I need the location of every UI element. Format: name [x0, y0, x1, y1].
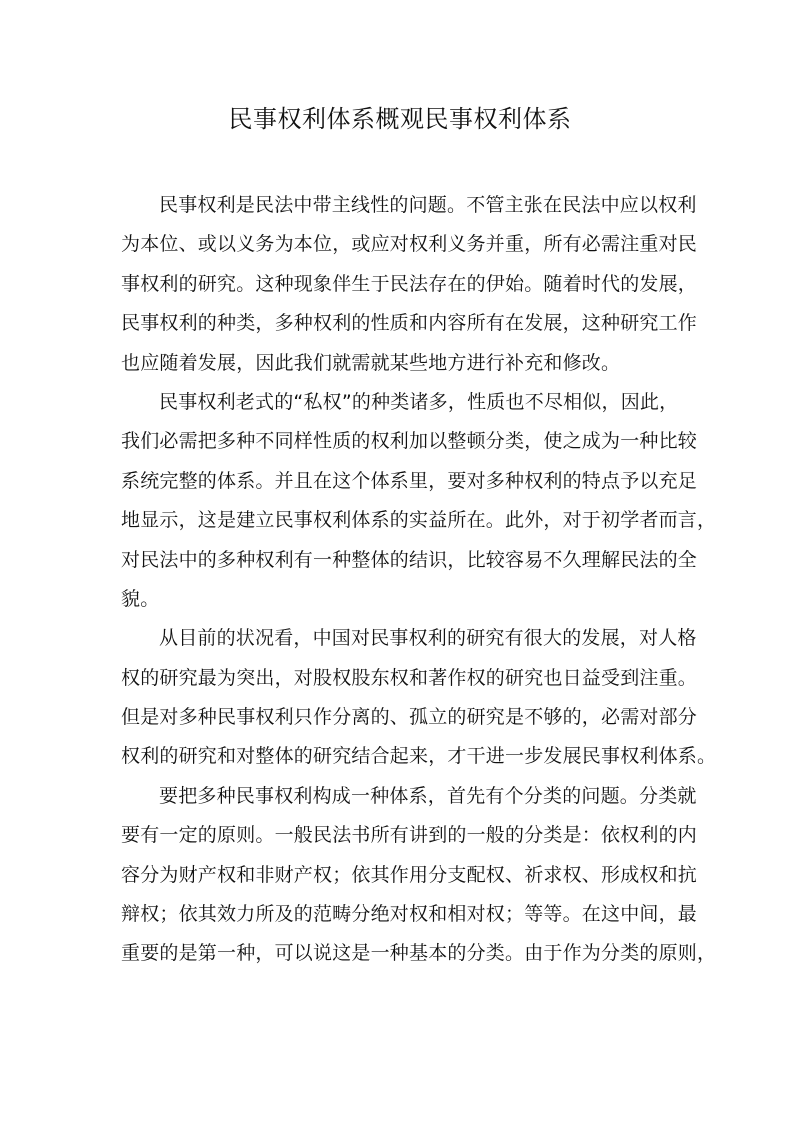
- paragraph-4-line-2: 要有一定的原则。一般民法书所有讲到的一般的分类是：依权利的内: [121, 824, 698, 847]
- paragraph-1-line-4: 民事权利的种类，多种权利的性质和内容所有在发展，这种研究工作: [121, 312, 698, 335]
- paragraph-2-line-2: 我们必需把多种不同样性质的权利加以整顿分类，使之成为一种比较: [121, 430, 698, 453]
- paragraph-3-line-4: 权利的研究和对整体的研究结合起来，才干进一步发展民事权利体系。: [121, 745, 717, 768]
- document-body: [121, 186, 717, 974]
- paragraph-1-line-2: 为本位、或以义务为本位，或应对权利义务并重，所有必需注重对民: [121, 233, 698, 256]
- paragraph-4-line-4: 辩权；依其效力所及的范畴分绝对权和相对权；等等。在这中间，最: [121, 903, 698, 926]
- paragraph-2-line-6: 貌。: [121, 587, 160, 610]
- paragraph-1-line-5: 也应随着发展，因此我们就需就某些地方进行补充和修改。: [121, 351, 621, 374]
- paragraph-3-line-2: 权的研究最为突出，对股权股东权和著作权的研究也日益受到注重。: [121, 666, 698, 689]
- paragraph-3-line-3: 但是对多种民事权利只作分离的、孤立的研究是不够的，必需对部分: [121, 706, 698, 729]
- paragraph-4-line-5: 重要的是第一种，可以说这是一种基本的分类。由于作为分类的原则，: [121, 942, 717, 965]
- paragraph-1-line-3: 事权利的研究。这种现象伴生于民法存在的伊始。随着时代的发展，: [121, 272, 698, 295]
- paragraph-4-line-3: 容分为财产权和非财产权；依其作用分支配权、祈求权、形成权和抗: [121, 863, 698, 886]
- paragraph-2-line-5: 对民法中的多种权利有一种整体的结识，比较容易不久理解民法的全: [121, 548, 698, 571]
- document-title: 民事权利体系概观民事权利体系: [228, 105, 572, 133]
- paragraph-4-line-1: 要把多种民事权利构成一种体系，首先有个分类的问题。分类就: [159, 784, 697, 807]
- paragraph-2-line-4: 地显示，这是建立民事权利体系的实益所在。此外，对于初学者而言，: [121, 509, 717, 532]
- paragraph-3-line-1: 从目前的状况看，中国对民事权利的研究有很大的发展，对人格: [159, 627, 697, 650]
- paragraph-1-line-1: 民事权利是民法中带主线性的问题。不管主张在民法中应以权利: [159, 194, 697, 216]
- paragraph-2-line-3: 系统完整的体系。并且在这个体系里，要对多种权利的特点予以充足: [121, 469, 698, 492]
- paragraph-2-line-1: 民事权利老式的“私权”的种类诸多，性质也不尽相似，因此，: [159, 390, 679, 413]
